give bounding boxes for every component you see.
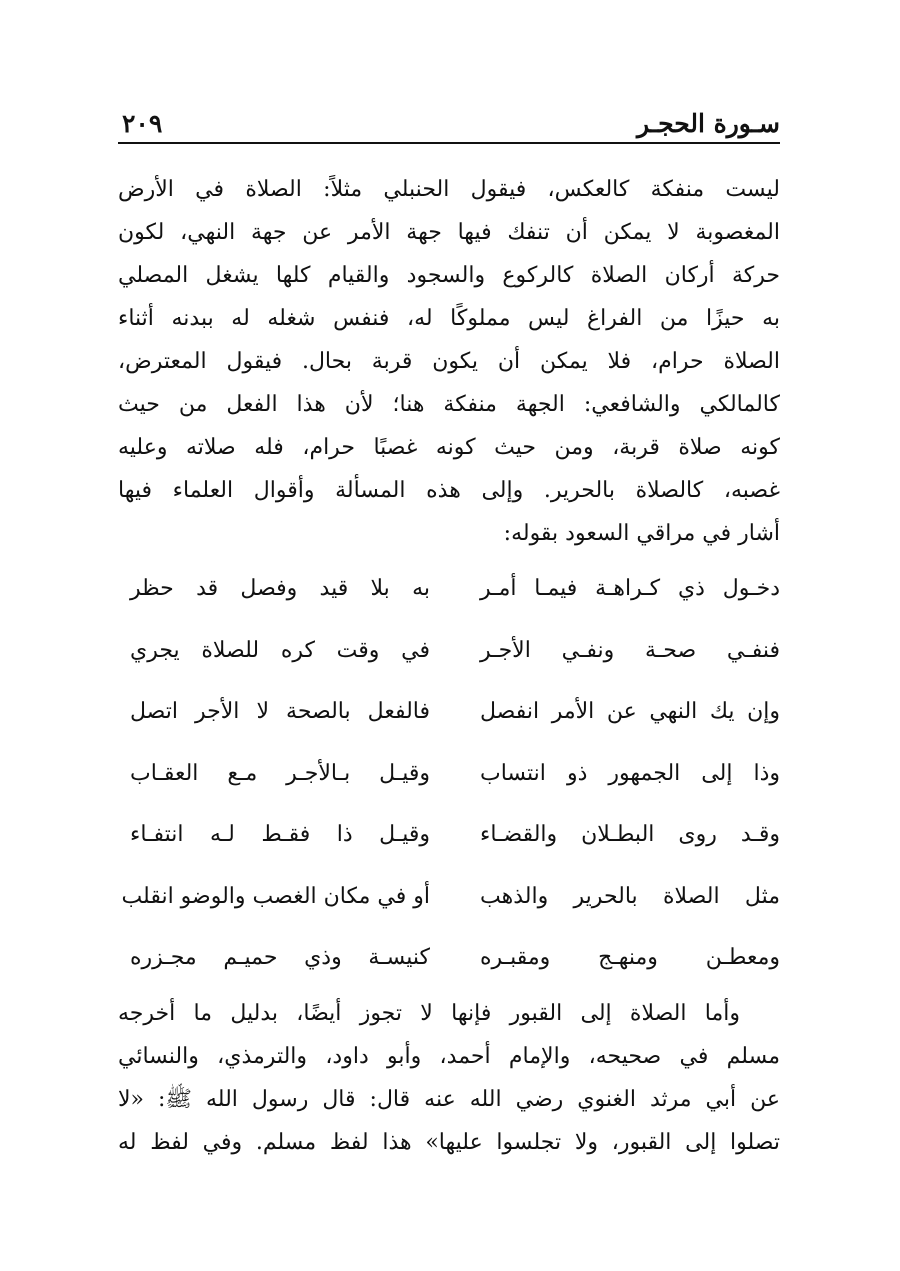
verse-first-hemistich: دخـول ذي كـراهـة فيمـا أمـر (480, 576, 780, 601)
verse-first-hemistich: مثل الصلاة بالحرير والذهب (480, 883, 780, 909)
verse-first-hemistich: وقـد روى البطـلان والقضـاء (480, 822, 780, 847)
poem-verse (118, 937, 780, 999)
poem-verse (118, 876, 780, 938)
verse-second-hemistich: فالفعل بالصحة لا الأجر اتصل (130, 699, 430, 724)
poem-verse (118, 691, 780, 753)
verse-second-hemistich: في وقت كره للصلاة يجري (130, 637, 430, 663)
poem (118, 568, 780, 999)
verse-second-hemistich: أو في مكان الغصب والوضو انقلب (121, 883, 430, 909)
paragraph-line: حركة أركان الصلاة كالركوع والسجود والقيام كلها يشغل المصلي (118, 263, 780, 288)
verse-first-hemistich: وذا إلى الجمهور ذو انتساب (480, 760, 780, 786)
paragraph-line: كونه صلاة قربة، ومن حيث كونه غصبًا حرام، فله صلاته وعليه (118, 435, 780, 460)
running-header (118, 100, 780, 144)
paragraph-line: وأما الصلاة إلى القبور فإنها لا تجوز أيضًا، بدليل ما أخرجه (118, 1001, 740, 1026)
poem-verse (118, 568, 780, 630)
paragraph-line: غصبه، كالصلاة بالحرير. وإلى هذه المسألة وأقوال العلماء فيها (118, 478, 780, 503)
poem-verse (118, 630, 780, 692)
verse-second-hemistich: وقيـل بـالأجـر مـع العقـاب (130, 760, 430, 786)
poem-verse (118, 814, 780, 876)
paragraph-line: تصلوا إلى القبور، ولا تجلسوا عليها» هذا لفظ مسلم. وفي لفظ له (118, 1130, 780, 1155)
paragraph-line: به حيزًا من الفراغ ليس مملوكًا له، فنفس شغله له ببدنه أثناء (118, 306, 780, 331)
poem-verse (118, 753, 780, 815)
page-number: ٢٠٩ (122, 109, 163, 138)
verse-second-hemistich: وقيـل ذا فقـط لـه انتفـاء (130, 822, 430, 847)
paragraph-line: ليست منفكة كالعكس، فيقول الحنبلي مثلاً: الصلاة في الأرض (118, 177, 780, 202)
paragraph-line: أشار في مراقي السعود بقوله: (503, 521, 780, 546)
header-rule (118, 142, 780, 144)
paragraph-2 (118, 992, 780, 1164)
paragraph-line: كالمالكي والشافعي: الجهة منفكة هنا؛ لأن هذا الفعل من حيث (118, 392, 780, 417)
verse-first-hemistich: ومعطـن ومنهـج ومقبـره (480, 945, 780, 970)
paragraph-1 (118, 168, 780, 555)
verse-second-hemistich: كنيسـة وذي حميـم مجـزره (130, 945, 430, 970)
verse-first-hemistich: وإن يك النهي عن الأمر انفصل (480, 699, 780, 724)
verse-second-hemistich: به بلا قيد وفصل قد حظر (130, 576, 430, 601)
paragraph-line: عن أبي مرثد الغنوي رضي الله عنه قال: قال رسول الله ﷺ: «لا (118, 1087, 780, 1112)
paragraph-line: مسلم في صحيحه، والإمام أحمد، وأبو داود، والترمذي، والنسائي (118, 1044, 780, 1069)
paragraph-line: الصلاة حرام، فلا يمكن أن يكون قربة بحال. فيقول المعترض، (118, 349, 780, 374)
verse-first-hemistich: فنفـي صحـة ونفـي الأجـر (480, 637, 780, 663)
surah-title: سـورة الحجـر (636, 109, 780, 138)
paragraph-line: المغصوبة لا يمكن أن تنفك فيها جهة الأمر عن جهة النهي، لكون (118, 220, 780, 245)
